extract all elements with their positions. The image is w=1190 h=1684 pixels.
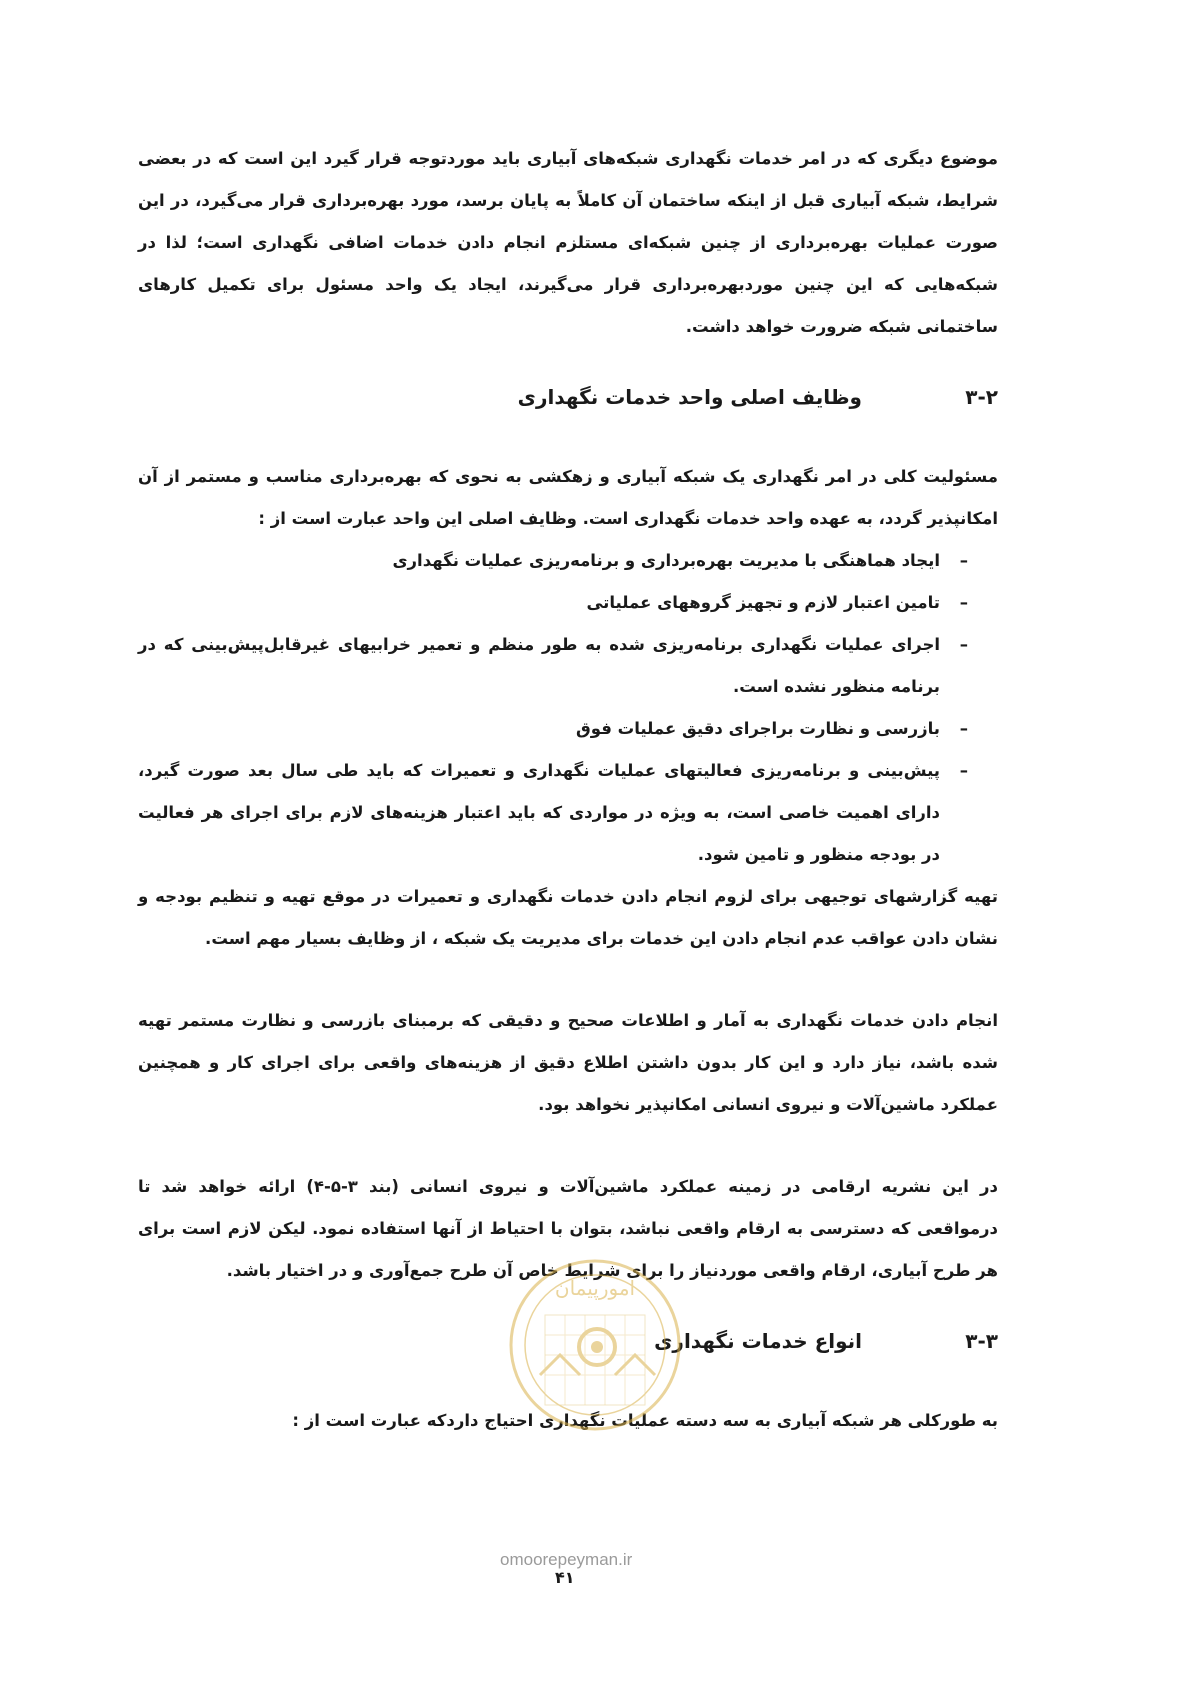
list-item bbox=[138, 624, 998, 708]
dash-bullet: – bbox=[959, 551, 968, 570]
section-lead-paragraph: مسئولیت کلی در امر نگهداری یک شبکه آبیاری و زهکشی به نحوی که بهره‌برداری مناسب و مستمر از آن امکانپذیر گردد، به عهده واحد خدمات نگهداری است. وظایف اصلی این واحد عبارت است از : bbox=[138, 467, 998, 528]
dash-bullet: – bbox=[959, 719, 968, 738]
list-item-text: ایجاد هماهنگی با مدیریت بهره‌برداری و برنامه‌ریزی عملیات نگهداری bbox=[392, 551, 940, 570]
section-number: ۳-۳ bbox=[965, 1329, 998, 1353]
section-heading-2-3 bbox=[138, 376, 998, 418]
watermark-url: omoorepeyman.ir bbox=[500, 1550, 633, 1569]
intro-paragraph: موضوع دیگری که در امر خدمات نگهداری شبکه‌های آبیاری باید موردتوجه قرار گیرد این است که در بعضی شرایط، شبکه آبیاری قبل از اینکه ساختمان آن کاملاً به پایان برسد، مورد بهره‌برداری قرار می‌گیرد، در این صورت عملیات بهره‌برداری از چنین شبکه‌ای مستلزم انجام دادن خدمات اضافی نگهداری است؛ لذا در شبکه‌هایی که این چنین موردبهره‌برداری قرار می‌گیرند، ایجاد یک واحد مسئول برای تکمیل کارهای ساختمانی شبکه ضرورت خواهد داشت. bbox=[138, 149, 998, 336]
section-heading-3-3 bbox=[138, 1320, 998, 1362]
list-item bbox=[138, 750, 998, 876]
list-item-text: پیش‌بینی و برنامه‌ریزی فعالیتهای عملیات نگهداری و تعمیرات که باید طی سال بعد صورت گیرد، دارای اهمیت خاصی است، به ویژه در مواردی که باید اعتبار هزینه‌های لازم برای اجرای هر فعالیت در بودجه منظور و تامین شود. bbox=[138, 761, 940, 864]
page-content bbox=[138, 138, 998, 1442]
page-number: ۴۱ bbox=[555, 1568, 575, 1587]
duties-list bbox=[138, 540, 998, 876]
figures-paragraph: در این نشریه ارقامی در زمینه عملکرد ماشین‌آلات و نیروی انسانی (بند ۳-۵-۴) ارائه خواهد شد تا درمواقعی که دسترسی به ارقام واقعی نباشد، بتوان با احتیاط از آنها استفاده نمود. لیکن لازم است برای هر طرح آبیاری، ارقام واقعی موردنیاز را برای شرایط خاص آن طرح جمع‌آوری و در اختیار باشد. bbox=[138, 1177, 998, 1280]
after-list-paragraph: تهیه گزارشهای توجیهی برای لزوم انجام دادن خدمات نگهداری و تعمیرات در موقع تهیه و تنظیم بودجه و نشان دادن عواقب عدم انجام دادن این خدمات برای مدیریت یک شبکه ، از وظایف بسیار مهم است. bbox=[138, 887, 998, 948]
list-item-text: بازرسی و نظارت براجرای دقیق عملیات فوق bbox=[576, 719, 940, 738]
dash-bullet: – bbox=[959, 761, 968, 780]
section-title: انواع خدمات نگهداری bbox=[654, 1329, 862, 1353]
section-lead-paragraph: به طورکلی هر شبکه آبیاری به سه دسته عملیات نگهداری احتیاج داردکه عبارت است از : bbox=[292, 1411, 998, 1430]
list-item bbox=[138, 540, 998, 582]
statistics-paragraph: انجام دادن خدمات نگهداری به آمار و اطلاعات صحیح و دقیقی که برمبنای بازرسی و نظارت مستمر تهیه شده باشد، نیاز دارد و این کار بدون داشتن اطلاع دقیق از هزینه‌های واقعی برای اجرای کار و همچنین عملکرد ماشین‌آلات و نیروی انسانی امکانپذیر نخواهد بود. bbox=[138, 1011, 998, 1114]
list-item bbox=[138, 708, 998, 750]
svg-text:امورپیمان: امورپیمان bbox=[554, 1276, 636, 1300]
dash-bullet: – bbox=[959, 593, 968, 612]
list-item bbox=[138, 582, 998, 624]
list-item-text: اجرای عملیات نگهداری برنامه‌ریزی شده به طور منظم و تعمیر خرابیهای غیرقابل‌پیش‌بینی که در برنامه منظور نشده است. bbox=[138, 635, 940, 696]
dash-bullet: – bbox=[959, 635, 968, 654]
section-title: وظایف اصلی واحد خدمات نگهداری bbox=[517, 385, 862, 409]
list-item-text: تامین اعتبار لازم و تجهیز گروههای عملیاتی bbox=[586, 593, 940, 612]
section-number: ۳-۲ bbox=[965, 385, 998, 409]
